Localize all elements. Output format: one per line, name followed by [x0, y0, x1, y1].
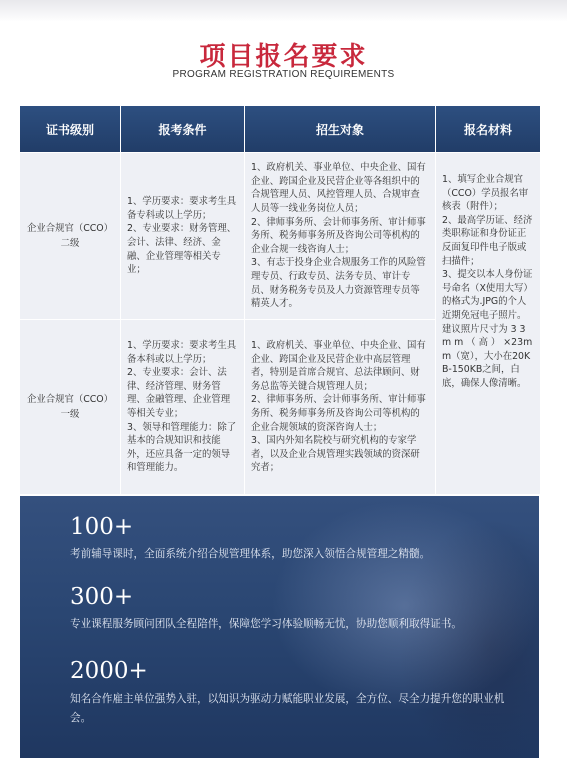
- stat-description: 知名合作雇主单位强势入驻，以知识为驱动力赋能职业发展，全方位、尽全力提升您的职业机会。: [70, 693, 505, 724]
- materials-text: 1、填写企业合规官（CCO）学员报名审核表（附件）； 2、最高学历证、经济类职称证和身份证正反面复印件电子版或扫描件； 3、提交以本人身份证号命名（X使用大写）的格式为.JPG的个人近期免冠电子照片。建议照片尺寸为 3 3 m m （ 高 ） ×23mm（宽），大小在20KB-150KB之间，白底，确保人像清晰。: [442, 174, 533, 389]
- table-cell-targets: [245, 320, 435, 494]
- table-header-conditions: 报考条件: [121, 106, 244, 152]
- level-text: 企业合规官（CCO） 一级: [26, 394, 114, 420]
- table-cell-level: [20, 320, 120, 494]
- promo-banner: [20, 496, 539, 758]
- table-cell-level: [20, 153, 120, 319]
- stat-number: 100+: [70, 514, 134, 540]
- table-cell-targets: [245, 153, 435, 319]
- stat-number: 300+: [70, 584, 134, 610]
- conditions-text: 1、学历要求：要求考生具备本科或以上学历； 2、专业要求：会计、法律、经济管理、财务管理、金融管理、企业管理等相关专业； 3、领导和管理能力：除了基本的合规知识和技能外，还应具备一定的领导和管理能力。: [127, 340, 237, 474]
- page-subtitle: PROGRAM REGISTRATION REQUIREMENTS: [172, 69, 395, 80]
- table-header-materials: 报名材料: [436, 106, 540, 152]
- stat-description: 考前辅导课时，全面系统介绍合规管理体系，助您深入领悟合规管理之精髓。: [70, 548, 431, 560]
- bottom-band: [0, 760, 567, 773]
- targets-text: 1、政府机关、事业单位、中央企业、国有企业、跨国企业及民营企业中高层管理者，特别是首席合规官、总法律顾问、财务总监等关键合规管理人员； 2、律师事务所、会计师事务所、审计师事务所、税务师事务所及咨询公司等机构的企业合规领域的资深咨询人士； 3、国内外知名院校与研究机构的专家学者，以及企业合规管理实践领域的资深研究者；: [251, 340, 426, 474]
- table-header-level: 证书级别: [20, 106, 120, 152]
- table-header-targets: 招生对象: [245, 106, 435, 152]
- stat-description: 专业课程服务顾问团队全程陪伴，保障您学习体验顺畅无忧，协助您顺利取得证书。: [70, 618, 462, 630]
- registration-table: [20, 106, 539, 492]
- stat-number: 2000+: [70, 658, 148, 684]
- top-band: [0, 0, 567, 22]
- conditions-text: 1、学历要求：要求考生具备专科或以上学历； 2、专业要求：财务管理、会计、法律、经济、金融、企业管理等相关专业；: [127, 196, 237, 276]
- page-title: 项目报名要求: [199, 42, 368, 72]
- table-cell-materials: [436, 153, 540, 494]
- table-cell-conditions: [121, 320, 244, 494]
- level-text: 企业合规官（CCO） 二级: [26, 223, 114, 249]
- targets-text: 1、政府机关、事业单位、中央企业、国有企业、跨国企业及民营企业等各组织中的合规管理人员、风控管理人员、合规审查人员等一线业务岗位人员； 2、律师事务所、会计师事务所、审计师事务所、税务师事务所及咨询公司等机构的企业合规一线咨询人士； 3、有志于投身企业合规服务工作的风险管理专员、行政专员、法务专员、审计专员、财务税务专员及人力资源管理专员等精英人才。: [251, 162, 426, 310]
- table-cell-conditions: [121, 153, 244, 319]
